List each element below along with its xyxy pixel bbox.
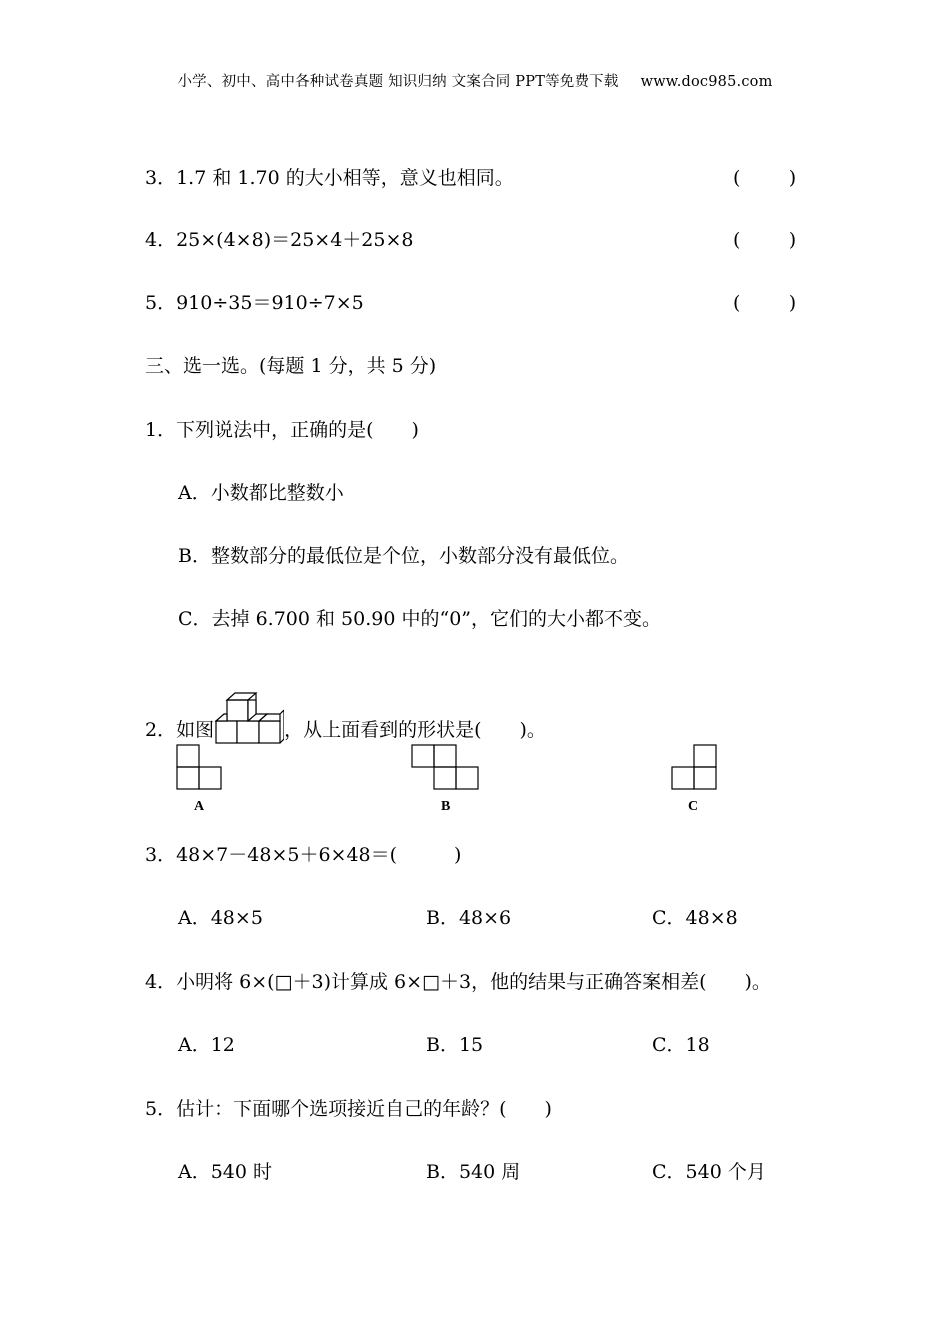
judge-answer-paren-4[interactable]: ( )	[733, 229, 797, 251]
judge-question-4: 4．25×(4×8)＝25×4＋25×8	[145, 229, 414, 251]
q1-option-a[interactable]: A．小数都比整数小	[178, 482, 344, 504]
q4-option-a[interactable]: A．12	[178, 1034, 235, 1056]
header-url: www.doc985.com	[640, 74, 773, 90]
q2-stem	[145, 692, 546, 742]
q3-option-b[interactable]: B．48×6	[426, 907, 512, 929]
page-header	[0, 70, 950, 91]
q1-option-c[interactable]: C．去掉 6.700 和 50.90 中的“0”，它们的大小都不变。	[178, 608, 661, 630]
q2-option-c-figure[interactable]	[670, 743, 720, 791]
q2-stem-after: ，从上面看到的形状是( )。	[284, 719, 546, 741]
q5-option-c[interactable]: C．540 个月	[652, 1161, 766, 1183]
q4-stem: 4．小明将 6×(□＋3)计算成 6×□＋3，他的结果与正确答案相差( )。	[145, 971, 771, 993]
q4-option-b[interactable]: B．15	[426, 1034, 484, 1056]
q2-option-c-label: C	[688, 799, 699, 814]
q1-stem: 1．下列说法中，正确的是( )	[145, 419, 419, 441]
q2-stem-before: 2．如图	[145, 719, 215, 741]
q5-stem: 5．估计：下面哪个选项接近自己的年龄？( )	[145, 1098, 552, 1120]
q5-option-a[interactable]: A．540 时	[178, 1161, 273, 1183]
judge-answer-paren-5[interactable]: ( )	[733, 292, 797, 314]
judge-question-3: 3．1.7 和 1.70 的大小相等，意义也相同。	[145, 167, 514, 189]
judge-answer-paren-3[interactable]: ( )	[733, 167, 797, 189]
q1-option-b[interactable]: B．整数部分的最低位是个位，小数部分没有最低位。	[178, 545, 629, 567]
q4-option-c[interactable]: C．18	[652, 1034, 710, 1056]
cube-stack-figure	[214, 692, 284, 750]
q2-option-a-label: A	[194, 799, 205, 814]
q3-option-c[interactable]: C．48×8	[652, 907, 738, 929]
q3-option-a[interactable]: A．48×5	[178, 907, 263, 929]
q2-option-b-figure[interactable]	[410, 743, 482, 791]
q2-option-b-label: B	[441, 799, 451, 814]
header-left-text: 小学、初中、高中各种试卷真题 知识归纳 文案合同 PPT等免费下载	[177, 74, 619, 90]
q2-option-a-figure[interactable]	[175, 743, 225, 791]
judge-question-5: 5．910÷35＝910÷7×5	[145, 292, 364, 314]
q5-option-b[interactable]: B．540 周	[426, 1161, 521, 1183]
section-3-title: 三、选一选。(每题 1 分，共 5 分)	[145, 355, 437, 377]
q3-stem: 3．48×7－48×5＋6×48＝( )	[145, 844, 462, 866]
